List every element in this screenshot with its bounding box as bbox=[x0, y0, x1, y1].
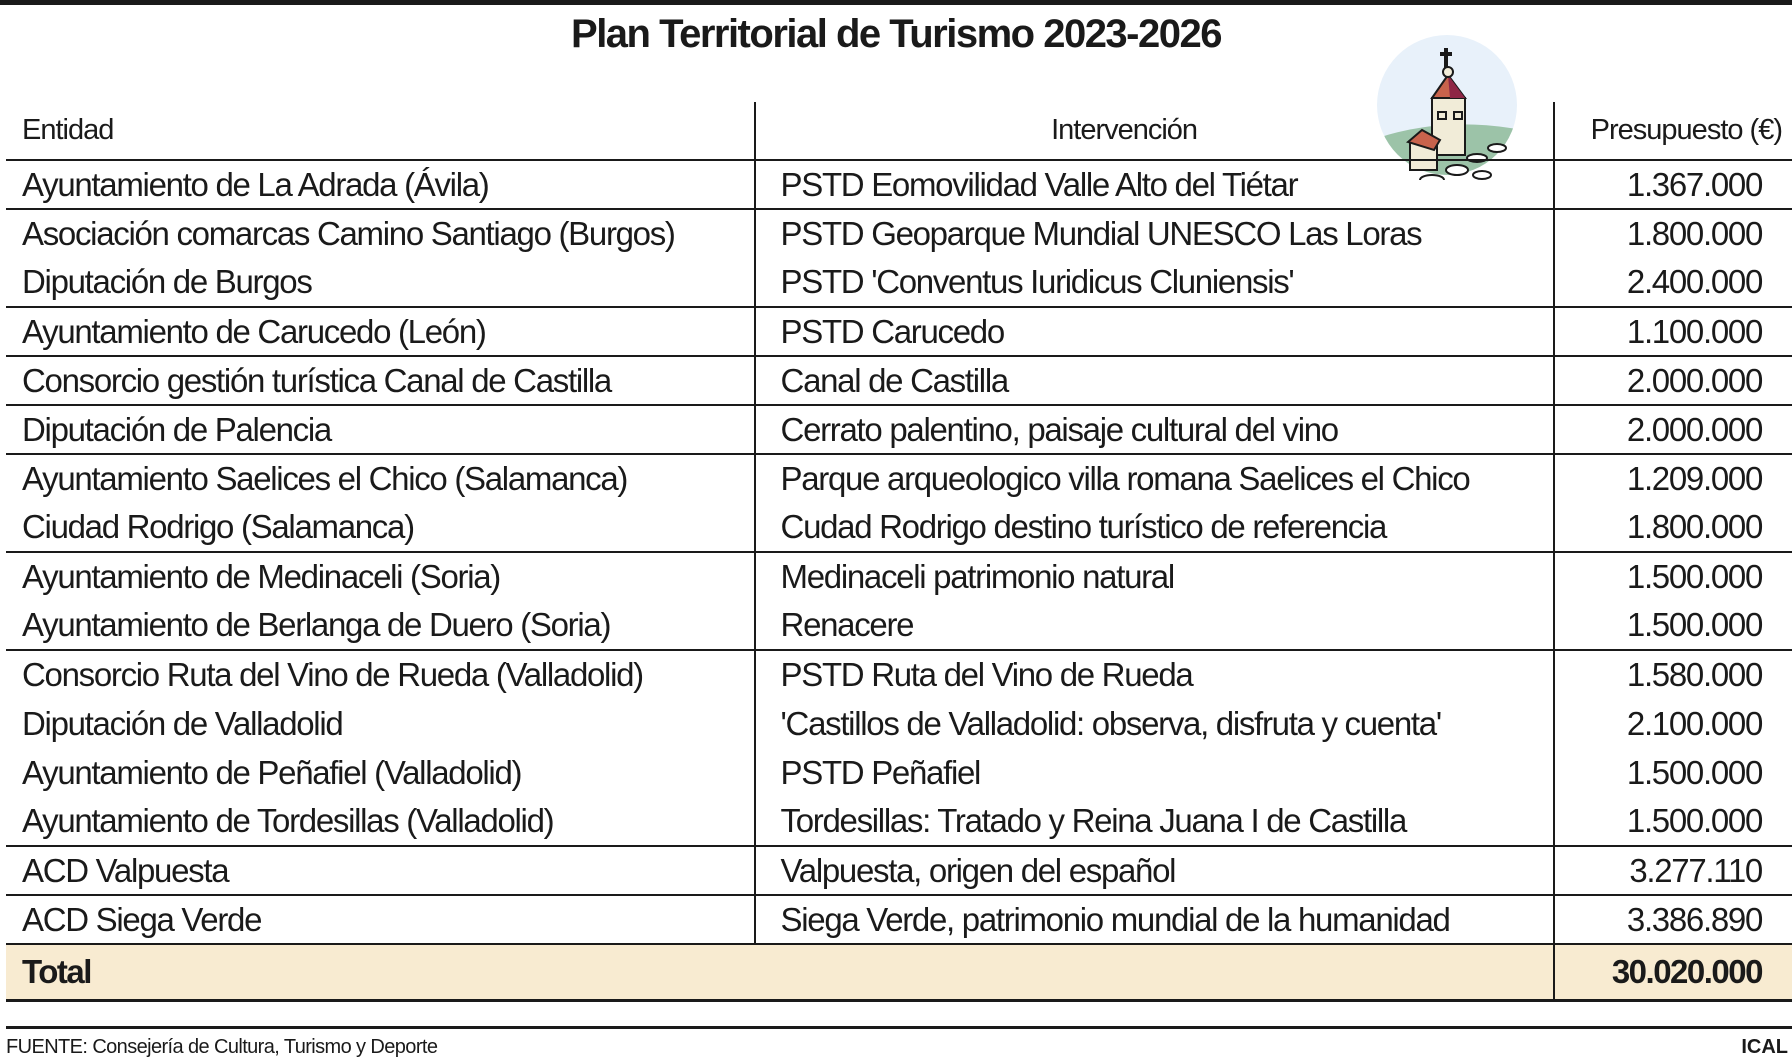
tourism-plan-table bbox=[6, 102, 1792, 1002]
cell-intervencion: Parque arqueologico villa romana Saelices el Chico bbox=[755, 454, 1554, 503]
cell-intervencion: PSTD Ruta del Vino de Rueda bbox=[755, 650, 1554, 699]
cell-entidad: ACD Siega Verde bbox=[6, 895, 755, 944]
cell-presupuesto: 3.386.890 bbox=[1554, 895, 1792, 944]
cell-intervencion: Tordesillas: Tratado y Reina Juana I de Castilla bbox=[755, 797, 1554, 846]
page-title: Plan Territorial de Turismo 2023-2026 bbox=[571, 12, 1221, 56]
cell-entidad: Ayuntamiento Saelices el Chico (Salamanca) bbox=[22, 460, 628, 497]
cell-entidad: Consorcio gestión turística Canal de Castilla bbox=[6, 356, 755, 405]
header-intervencion: Intervención bbox=[755, 102, 1554, 160]
cell-intervencion: Valpuesta, origen del español bbox=[755, 846, 1554, 895]
cell-intervencion: 'Castillos de Valladolid: observa, disfruta y cuenta' bbox=[755, 699, 1554, 748]
cell-presupuesto: 1.500.000 bbox=[1554, 797, 1792, 846]
cell-intervencion: PSTD Eomovilidad Valle Alto del Tiétar bbox=[755, 160, 1554, 209]
table-row bbox=[6, 797, 1792, 846]
cell-presupuesto: 1.500.000 bbox=[1626, 558, 1762, 595]
cell-entidad: Ayuntamiento de La Adrada (Ávila) bbox=[6, 160, 755, 209]
cell-presupuesto: 1.209.000 bbox=[1626, 460, 1762, 497]
cell-entidad: Ayuntamiento de Tordesillas (Valladolid) bbox=[6, 797, 755, 846]
credit: ICAL bbox=[1741, 1036, 1788, 1058]
cell-presupuesto: 1.800.000 bbox=[1554, 503, 1792, 552]
table-row bbox=[6, 748, 1792, 797]
header-entidad: Entidad bbox=[6, 102, 755, 160]
cell-intervencion: PSTD Geoparque Mundial UNESCO Las Loras bbox=[755, 209, 1554, 258]
table-row bbox=[6, 601, 1792, 650]
header-presupuesto: Presupuesto (€) bbox=[1554, 102, 1792, 160]
cell-presupuesto: 1.800.000 bbox=[1626, 215, 1762, 252]
cell-entidad: Diputación de Burgos bbox=[6, 258, 755, 307]
cell-entidad: Ciudad Rodrigo (Salamanca) bbox=[6, 503, 755, 552]
table-row bbox=[6, 454, 1792, 503]
table-row bbox=[6, 650, 1792, 699]
total-value: 30.020.000 bbox=[1554, 944, 1792, 1000]
cell-entidad: Ayuntamiento de Berlanga de Duero (Soria) bbox=[6, 601, 755, 650]
cell-presupuesto: 2.100.000 bbox=[1626, 704, 1762, 742]
cell-presupuesto: 2.400.000 bbox=[1554, 258, 1792, 307]
cell-presupuesto: 1.367.000 bbox=[1554, 160, 1792, 209]
table-row bbox=[6, 209, 1792, 258]
table-row bbox=[6, 258, 1792, 307]
table-row bbox=[6, 846, 1792, 895]
cell-entidad: Asociación comarcas Camino Santiago (Burgos) bbox=[22, 215, 675, 252]
table-row bbox=[6, 895, 1792, 944]
cell-entidad: Ayuntamiento de Peñafiel (Valladolid) bbox=[22, 753, 522, 791]
table-row bbox=[6, 160, 1792, 209]
cell-intervencion: PSTD 'Conventus Iuridicus Cluniensis' bbox=[755, 258, 1554, 307]
cell-intervencion: Medinaceli patrimonio natural bbox=[755, 552, 1554, 601]
total-row bbox=[6, 944, 1792, 1000]
total-label: Total bbox=[6, 944, 755, 1000]
cell-intervencion: PSTD Carucedo bbox=[755, 307, 1554, 356]
cell-intervencion: Renacere bbox=[755, 601, 1554, 650]
table-row bbox=[6, 356, 1792, 405]
total-spacer bbox=[755, 944, 1554, 1000]
source-note: FUENTE: Consejería de Cultura, Turismo y Deporte bbox=[6, 1036, 438, 1058]
table-row bbox=[6, 307, 1792, 356]
cell-intervencion: Canal de Castilla bbox=[755, 356, 1554, 405]
table-row bbox=[6, 552, 1792, 601]
cell-entidad: Diputación de Palencia bbox=[6, 405, 755, 454]
cell-entidad: Ayuntamiento de Medinaceli (Soria) bbox=[22, 558, 500, 595]
cell-entidad: Consorcio Ruta del Vino de Rueda (Valladolid) bbox=[22, 656, 643, 693]
cell-presupuesto: 1.580.000 bbox=[1626, 656, 1762, 693]
cell-entidad: ACD Valpuesta bbox=[6, 846, 755, 895]
table-row bbox=[6, 503, 1792, 552]
bottom-rule bbox=[6, 1026, 1792, 1029]
cell-presupuesto: 2.000.000 bbox=[1554, 356, 1792, 405]
cell-intervencion: PSTD Peñafiel bbox=[755, 748, 1554, 797]
cell-presupuesto: 1.500.000 bbox=[1626, 753, 1762, 791]
cell-entidad: Diputación de Valladolid bbox=[22, 704, 343, 742]
cell-presupuesto: 3.277.110 bbox=[1554, 846, 1792, 895]
cell-presupuesto: 1.100.000 bbox=[1554, 307, 1792, 356]
table-row bbox=[6, 699, 1792, 748]
top-rule bbox=[0, 0, 1792, 5]
cell-intervencion: Cerrato palentino, paisaje cultural del vino bbox=[755, 405, 1554, 454]
cell-intervencion: Cudad Rodrigo destino turístico de referencia bbox=[755, 503, 1554, 552]
table-row bbox=[6, 405, 1792, 454]
cell-presupuesto: 2.000.000 bbox=[1554, 405, 1792, 454]
cell-entidad: Ayuntamiento de Carucedo (León) bbox=[6, 307, 755, 356]
cell-presupuesto: 1.500.000 bbox=[1554, 601, 1792, 650]
cell-intervencion: Siega Verde, patrimonio mundial de la humanidad bbox=[755, 895, 1554, 944]
